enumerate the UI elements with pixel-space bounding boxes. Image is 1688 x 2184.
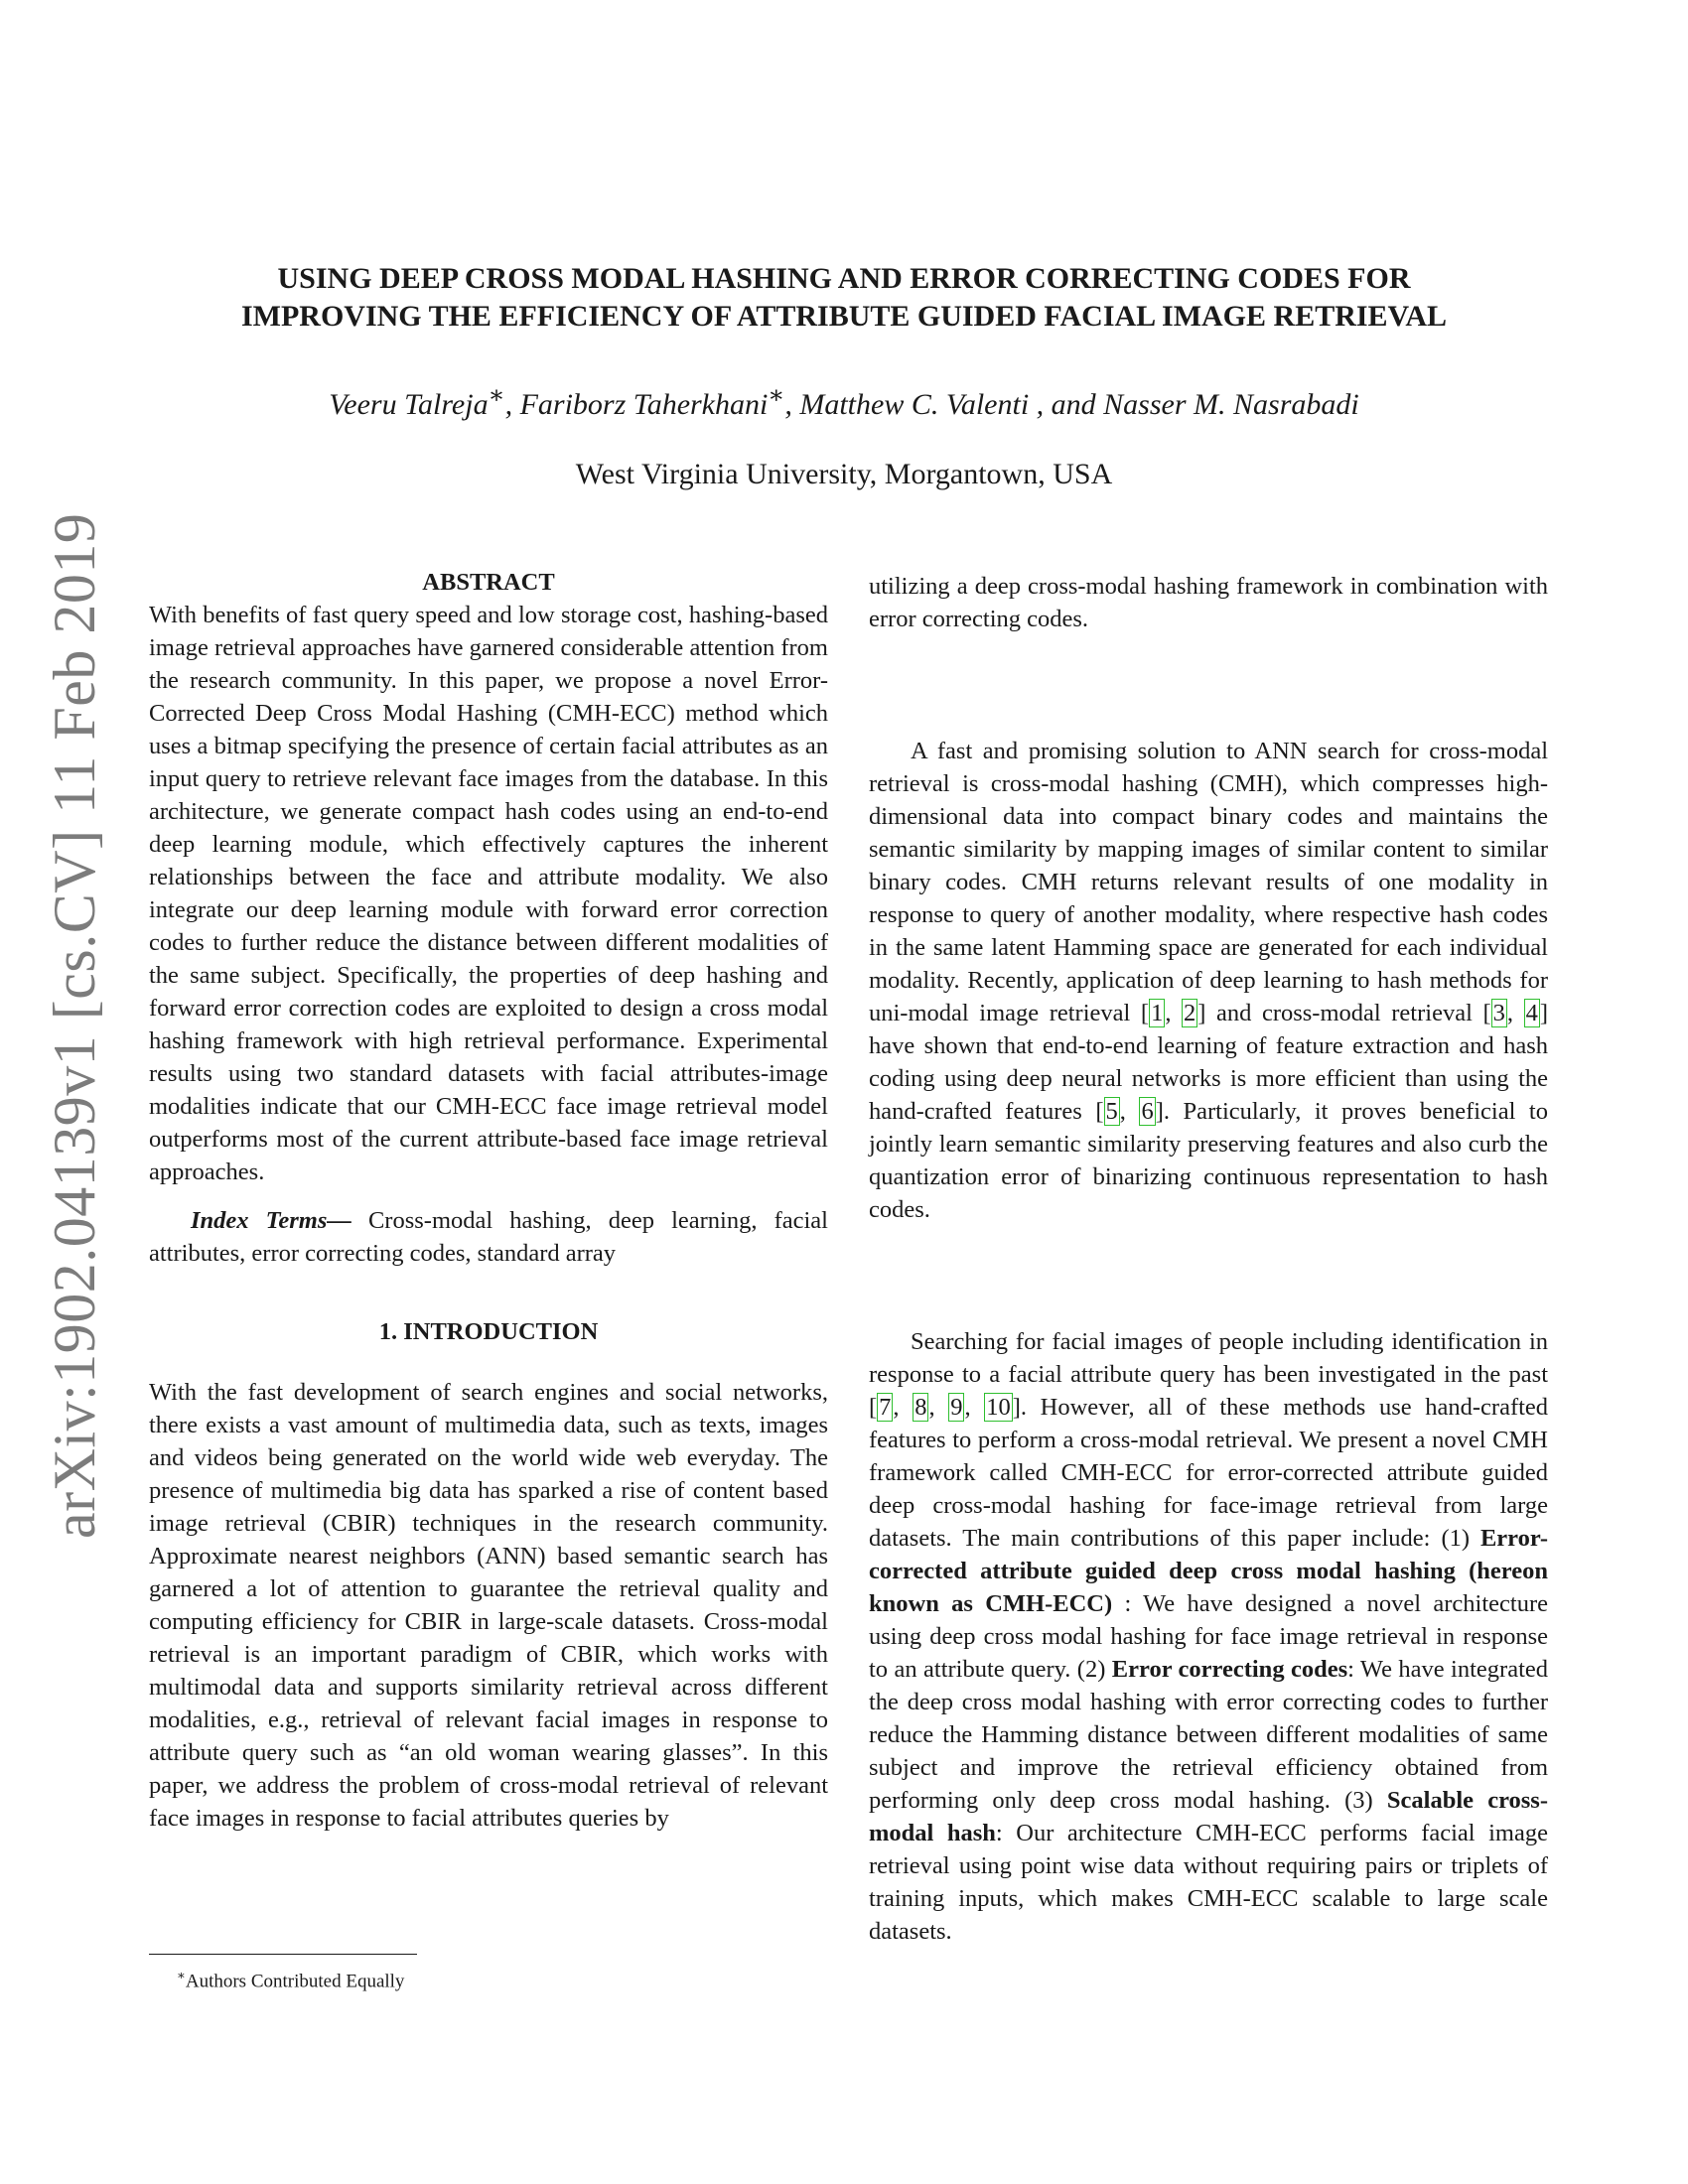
citation-link[interactable]: 1 [1151, 1000, 1164, 1026]
title-line-2: IMPROVING THE EFFICIENCY OF ATTRIBUTE GUIDED FACIAL IMAGE RETRIEVAL [240, 300, 1448, 333]
citation-link[interactable]: 3 [1492, 1000, 1505, 1026]
author-name: Nasser M. Nasrabadi [1103, 388, 1359, 421]
title-line-1: USING DEEP CROSS MODAL HASHING AND ERROR CORRECTING CODES FOR [277, 262, 1411, 295]
left-column [149, 566, 828, 1835]
contribution-2-title: Error correcting codes [1111, 1656, 1348, 1683]
author-name: Fariborz Taherkhani [519, 388, 769, 421]
citation-link[interactable]: 2 [1184, 1000, 1196, 1026]
author-list [149, 377, 1539, 424]
footnote-divider [149, 1954, 417, 1955]
arxiv-identifier: arXiv:1902.04139v1 [cs.CV] 11 Feb 2019 [42, 512, 107, 1539]
equal-contribution-mark: ∗ [488, 382, 505, 409]
equal-contribution-mark: ∗ [768, 382, 785, 409]
footnote-text: Authors Contributed Equally [185, 1971, 405, 1992]
citation-link[interactable]: 10 [986, 1394, 1011, 1421]
citation-link[interactable]: 9 [950, 1394, 963, 1421]
affiliation: West Virginia University, Morgantown, USA [575, 458, 1113, 490]
citation-link[interactable]: 5 [1105, 1098, 1118, 1125]
citation-link[interactable]: 7 [879, 1394, 892, 1421]
contribution-3-title: Scalable cross-modal hash [869, 1787, 1548, 1846]
footnote [177, 1964, 404, 1993]
author-separator: , and [1029, 388, 1104, 421]
author-name: Matthew C. Valenti [799, 388, 1030, 421]
footnote-mark: ∗ [177, 1968, 186, 1982]
paragraph-continuation: utilizing a deep cross-modal hashing framework in combination with error correcting codes. [869, 573, 1548, 632]
author-name: Veeru Talreja [329, 388, 489, 421]
paragraph-contributions: Searching for facial images of people including identification in response to a facial attribute query has been investigated in the past [7, 8, 9, 10]. However, all of these methods use hand-crafted features to perform a cross-modal retrieval. We present a novel CMH framework called CMH-ECC for error-corrected attribute guided deep cross-modal hashing for face-image retrieval from large datasets. The main contributions of this paper include: (1) Error-corrected attribute guided deep cross modal hashing (hereon known as CMH-ECC) : We have designed a novel architecture using deep cross modal hashing for face image retrieval in response to an attribute query. (2) Error correcting codes: We have integrated the deep cross modal hashing with error correcting codes to further reduce the Hamming distance between different modalities of same subject and improve the retrieval efficiency obtained from performing only deep cross modal hashing. (3) Scalable cross-modal hash: Our architecture CMH-ECC performs facial image retrieval using point wise data without requiring pairs or triplets of training inputs, which makes CMH-ECC scalable to large scale datasets. [869, 1328, 1549, 1945]
paragraph-cross-modal-hashing: A fast and promising solution to ANN search for cross-modal retrieval is cross-modal hashing (CMH), which compresses high-dimensional data into compact binary codes and maintains the semantic similarity by mapping images of similar content to similar binary codes. CMH returns relevant results of one modality in response to query of another modality, where respective hash codes in the same latent Hamming space are generated for each individual modality. Recently, application of deep learning to hash methods for uni-modal image retrieval [1, 2] and cross-modal retrieval [3, 4] have shown that end-to-end learning of feature extraction and hash coding using deep neural networks is more efficient than using the hand-crafted features [5, 6]. Particularly, it proves beneficial to jointly learn semantic similarity preserving features and also curb the quantization error of binarizing continuous representation to hash codes. [869, 738, 1548, 1223]
author-separator: , [784, 388, 800, 421]
abstract-text: With benefits of fast query speed and low storage cost, hashing-based image retrieval approaches have garnered considerable attention from the research community. In this paper, we propose a novel Error-Corrected Deep Cross Modal Hashing (CMH-ECC) method which uses a bitmap specifying the presence of certain facial attributes as an input query to retrieve relevant face images from the database. In this architecture, we generate compact hash codes using an end-to-end deep learning module, which effectively captures the inherent relationships between the face and attribute modality. We also integrate our deep learning module with forward error correction codes to further reduce the distance between different modalities of the same subject. Specifically, the properties of deep hashing and forward error correction codes are exploited to design a cross modal hashing framework with high retrieval performance. Experimental results using two standard datasets with facial attributes-image modalities indicate that our CMH-ECC face image retrieval model outperforms most of the current attribute-based face image retrieval approaches. [149, 602, 828, 1185]
index-terms-label: Index Terms— [191, 1207, 352, 1234]
index-terms-text: Cross-modal hashing, deep learning, facial attributes, error correcting codes, standard array [149, 1207, 828, 1267]
paper-title [149, 260, 1539, 336]
contribution-1-title: Error-corrected attribute guided deep cross modal hashing (hereon known as CMH-ECC) [869, 1525, 1548, 1617]
right-column [869, 570, 1548, 1948]
citation-link[interactable]: 4 [1525, 1000, 1538, 1026]
index-terms [149, 1204, 828, 1270]
introduction-paragraph: With the fast development of search engines and social networks, there exists a vast amount of multimedia data, such as texts, images and videos being generated on the world wide web everyday. The presence of multimedia big data has sparked a rise of content based image retrieval (CBIR) techniques in the research community. Approximate nearest neighbors (ANN) based semantic search has garnered a lot of attention to guarantee the retrieval quality and computing efficiency for CBIR in large-scale datasets. Cross-modal retrieval is an important paradigm of CBIR, which works with multimodal data and supports similarity retrieval across different modalities, e.g., retrieval of relevant facial images in response to attribute query such as “an old woman wearing glasses”. In this paper, we address the problem of cross-modal retrieval of relevant face images in response to facial attributes queries by [149, 1379, 828, 1832]
section-heading-introduction: 1. INTRODUCTION [378, 1318, 599, 1345]
citation-link[interactable]: 6 [1141, 1098, 1154, 1125]
citation-link[interactable]: 8 [914, 1394, 927, 1421]
abstract-heading: ABSTRACT [422, 569, 555, 596]
author-separator: , [504, 388, 520, 421]
